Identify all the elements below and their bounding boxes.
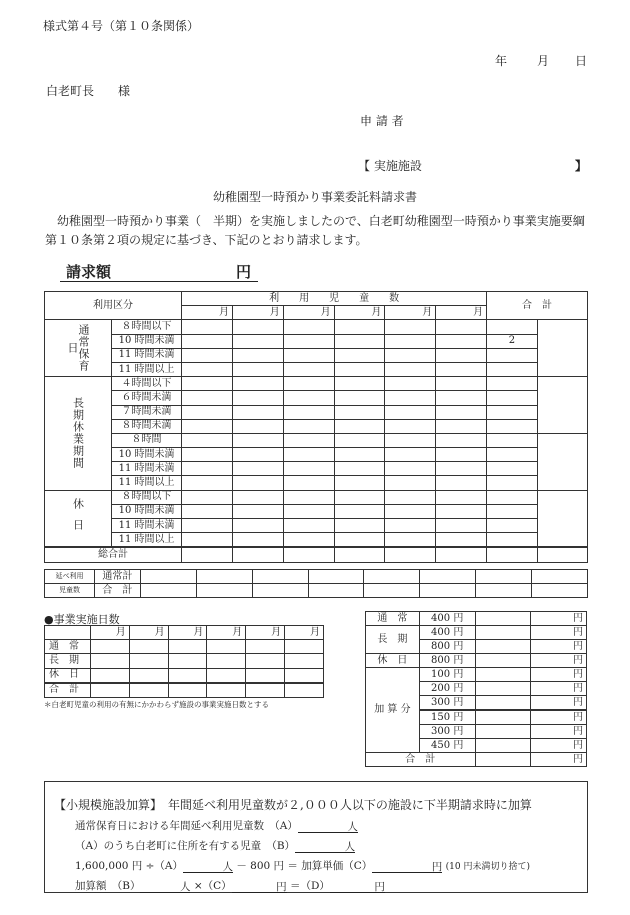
row-label: ４時間以下 [112,377,182,391]
cumulative-label-1: 延べ利用 [45,570,95,584]
month-header: 月 [436,306,487,320]
small-facility-title: 【小規模施設加算】 年間延べ利用児童数が２,０００人以下の施設に下半期請求時に加算 [54,798,532,812]
claim-label: 請求額 [66,263,112,281]
price-table [365,611,587,767]
line4-formula-b: ×（C） [193,880,232,892]
month-header: 月 [285,626,324,640]
yen-cell: 円 [531,626,587,640]
month-header: 月 [283,306,334,320]
table-row [45,584,588,598]
month-header: 月 [90,626,129,640]
yen-cell: 円 [531,753,587,767]
group-label-regular: 通常保育日 [45,320,112,377]
days-note: ＊白老町児童の利用の有無にかかわらず施設の事業実施日数とする [44,700,269,709]
row-label: 10 時間未満 [112,504,182,518]
small-facility-line2 [75,838,355,853]
grand-total-label: 総合計 [45,547,182,562]
yen-cell: 円 [531,640,587,654]
form-number: 様式第４号（第１０条関係） [43,19,200,33]
row-label: 11 時間未満 [112,348,182,362]
body-text: 幼稚園型一時預かり事業（ 半期）を実施しましたので、白老町幼稚園型一時預かり事業実施要綱第１０条第２項の規定に基づき、下記のとおり請求します。 [45,214,585,247]
table-row [366,753,587,767]
addressee: 白老町長 様 [46,84,131,98]
price-value: 100 円 [419,668,475,682]
table-row [45,391,588,405]
yen-cell: 円 [531,739,587,753]
table-row [366,626,587,640]
table-row [45,490,588,504]
yen-cell: 円 [531,710,587,725]
row-label: ８時間以下 [112,320,182,334]
line4-formula-a: 加算額 （B） [75,880,141,892]
table-row [45,519,588,533]
marked-value: 2 [487,334,538,348]
table-row [45,320,588,334]
row-label: ７時間未満 [112,405,182,419]
table-row [45,668,324,683]
date-month-label: 月 [537,54,550,68]
yen-cell: 円 [531,682,587,696]
table-row [45,334,588,348]
row-label: 通 常 [45,640,91,654]
usage-table [44,291,588,563]
row-label: 長 期 [45,654,91,668]
small-facility-line3 [75,858,530,873]
row-label: 11 時間以上 [112,476,182,490]
line4-formula-c: ＝（D） [290,880,330,892]
row-label: 合 計 [94,584,140,598]
price-value: 400 円 [419,626,475,640]
line3-person: 人 [183,859,233,873]
table-row [45,448,588,462]
date-year-label: 年 [495,54,508,68]
table-row [45,348,588,362]
table-row [45,419,588,433]
header-children: 利 用 児 童 数 [182,292,487,306]
table-row [45,570,588,584]
row-label: 10 時間未満 [112,334,182,348]
cumulative-label-2: 児童数 [45,584,95,598]
line3-yen: 円 [372,859,442,873]
price-value: 800 円 [419,640,475,654]
line3-note: (10 円未満切り捨て) [445,862,530,872]
table-row [366,654,587,668]
line1-text: 通常保育日における年間延べ利用児童数 （A） [75,820,298,832]
yen-cell: 円 [531,668,587,682]
line3-formula-a: 1,600,000 円 ÷（A） [75,860,183,872]
price-value: 800 円 [419,654,475,668]
line4-person: 人 [140,879,190,893]
days-title: ●事業実施日数 [44,613,120,626]
table-row [45,547,588,562]
price-group-label: 休 日 [366,654,420,668]
table-row [45,476,588,490]
document-title: 幼稚園型一時預かり事業委託料請求書 [212,190,417,204]
row-label: 11 時間以上 [112,362,182,376]
month-header: 月 [182,306,233,320]
month-header: 月 [129,626,168,640]
table-row [45,640,324,654]
row-label: ６時間未満 [112,391,182,405]
facility-bracket-close: 】 [575,159,588,173]
table-row [45,462,588,476]
price-value: 300 円 [419,696,475,711]
small-facility-line1 [75,818,358,833]
row-label: 10 時間未満 [112,448,182,462]
table-row [45,683,324,698]
month-header: 月 [207,626,246,640]
price-value: 200 円 [419,682,475,696]
row-label: 合 計 [45,683,91,698]
row-label: 休 日 [45,668,91,683]
claim-amount [60,261,258,282]
yen-cell: 円 [531,725,587,739]
group-label-holiday: 休日 [45,490,112,547]
table-row [45,377,588,391]
table-row [45,433,588,447]
line4-yen-c: 円 [232,879,287,893]
yen-cell: 円 [531,696,587,711]
cumulative-table [44,569,588,598]
table-row [45,405,588,419]
month-header: 月 [232,306,283,320]
date-day-label: 日 [575,54,588,68]
price-value: 450 円 [419,739,475,753]
table-row [45,654,324,668]
line1-person: 人 [298,819,358,833]
month-header: 月 [168,626,207,640]
group-label-long-break: 長期休業期間 [45,377,112,491]
table-row [45,504,588,518]
price-value: 300 円 [419,725,475,739]
month-header: 月 [334,306,385,320]
row-label: 11 時間未満 [112,462,182,476]
month-header: 月 [246,626,285,640]
price-group-label: 加 算 分 [366,668,420,753]
price-group-label: 通 常 [366,612,420,626]
applicant-label: 申 請 者 [360,114,404,128]
row-label: 11 時間以上 [112,533,182,548]
row-label: ８時間未満 [112,419,182,433]
table-row [366,668,587,682]
line4-yen-d: 円 [330,879,385,893]
yen-cell: 円 [531,654,587,668]
month-header: 月 [385,306,436,320]
header-total: 合 計 [487,292,588,320]
small-facility-line4 [75,878,385,893]
price-total-label: 合 計 [366,753,476,767]
line2-text: （A）のうち白老町に住所を有する児童 （B） [75,840,296,852]
small-facility-box [44,781,588,893]
price-value: 150 円 [419,710,475,725]
yen-cell: 円 [531,612,587,626]
header-category: 利用区分 [45,292,182,320]
row-label: ８時間 [112,433,182,447]
row-label: 11 時間未満 [112,519,182,533]
line2-person: 人 [295,839,355,853]
claim-unit: 円 [236,263,252,281]
days-table [44,625,324,698]
row-label: 通常計 [94,570,140,584]
table-row [366,612,587,626]
price-group-label: 長 期 [366,626,420,654]
row-label: ８時間以下 [112,490,182,504]
facility-bracket-open: 【 実施施設 [358,159,422,173]
table-row [45,533,588,548]
price-value: 400 円 [419,612,475,626]
line3-formula-b: － 800 円 ＝ 加算単価（C） [236,860,373,872]
table-row [45,362,588,376]
